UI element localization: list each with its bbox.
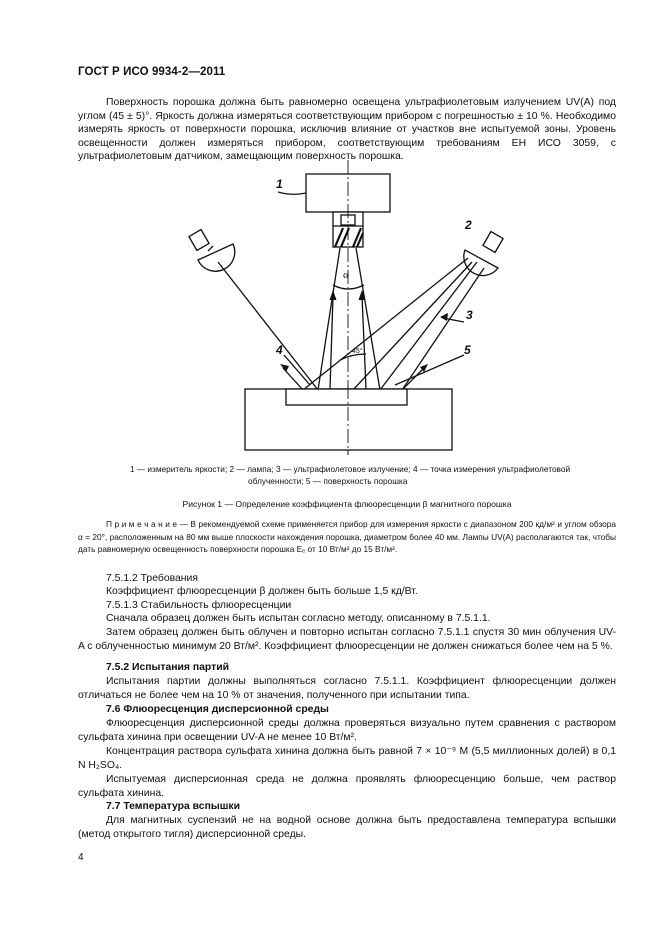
section-7-5-1-2-title: 7.5.1.2 Требования [106, 573, 198, 584]
document-header: ГОСТ Р ИСО 9934-2—2011 [78, 66, 226, 78]
figure-label-45deg: 45° [352, 348, 363, 355]
section-7-6-title: 7.6 Флюоресценция дисперсионной среды [106, 704, 329, 715]
figure-legend-line-1: 1 — измеритель яркости; 2 — лампа; 3 — ультрафиолетовое излучение; 4 — точка измерения ультрафиолетовой [129, 464, 571, 474]
figure-label-3: 3 [466, 308, 473, 322]
figure-label-4: 4 [276, 343, 283, 357]
section-7-6-text-1: Флюоресценция дисперсионной среды должна проверяться визуально путем сравнения с раствором сульфата хинина при освещении UV-A не менее 10 Вт/м². [78, 718, 616, 743]
powder-surface [286, 389, 407, 405]
section-7-7-text: Для магнитных суспензий не на водной основе должна быть предоставлена температура вспышки (метод открытого тигля) дисперсионной среды. [78, 815, 616, 840]
page-number: 4 [78, 852, 84, 863]
section-7-5-2-text: Испытания партии должны выполняться согласно 7.5.1.1. Коэффициент флюоресценции должен отличаться не более чем на 10 % от значения, полученного при испытании типа. [78, 676, 616, 701]
right-uv-lamp [464, 232, 503, 276]
figure-label-5: 5 [464, 343, 471, 357]
figure-label-alpha: α [343, 269, 349, 281]
intro-paragraph: Поверхность порошка должна быть равномерно освещена ультрафиолетовым излучением UV(A) под углом (45 ± 5)°. Яркость должна измеряться соответствующим прибором с погрешностью ± 10 %. Необходимо измерять яркость от поверхности порошка, исключив влияние от участков вне испытуемой зоны. Уровень освещенности должен измеряться прибором, соответствующим требованиям ЕН ИСО 3059, с ультрафиолетовым датчиком, замещающим поверхность порошка. [78, 97, 616, 163]
section-7-5-1-2-text: Коэффициент флюоресценции β должен быть больше 1,5 кд/Вт. [106, 586, 418, 597]
figure-label-2: 2 [465, 218, 472, 232]
section-7-5-1-3-text-1: Сначала образец должен быть испытан согласно методу, описанному в 7.5.1.1. [106, 613, 491, 624]
figure-note: П р и м е ч а н и е — В рекомендуемой схеме применяется прибор для измерения яркости с диапазоном 200 кд/м² и углом обзора α = 20°, расположенным на 80 мм выше плоскости нахождения порошка, диаметром более 40 мм. Лампы UV(A) располагаются так, чтобы дать равномерную освещенность поверхности порошка Eₑ от 10 Вт/м² до 15 Вт/м². [78, 519, 616, 555]
figure-label-1: 1 [276, 177, 283, 191]
figure-caption: Рисунок 1 — Определение коэффициента флюоресценции β магнитного порошка [182, 499, 512, 509]
figure-legend-line-2: облученности; 5 — поверхность порошка [248, 476, 408, 486]
section-7-6-text-3: Испытуемая дисперсионная среда не должна проявлять флюоресценцию больше, чем раствор сульфата хинина. [78, 774, 616, 799]
section-7-5-1-3-text-2: Затем образец должен быть облучен и повторно испытан согласно 7.5.1.1 спустя 30 мин облучения UV-A с облученностью минимум 20 Вт/м². Коэффициент флюоресценции не должен снижаться более чем на 5 %. [78, 627, 616, 652]
sample-block [245, 389, 452, 450]
section-7-7-title: 7.7 Температура вспышки [106, 801, 240, 812]
luminance-meter [306, 174, 390, 212]
meter-lens [333, 212, 363, 247]
left-uv-lamp [189, 230, 235, 272]
section-7-5-1-3-title: 7.5.1.3 Стабильность флюоресценции [106, 600, 292, 611]
section-7-6-text-2: Концентрация раствора сульфата хинина должна быть равной 7 × 10⁻⁹ М (5,5 миллионных долей) в 0,1 N H₂SO₄. [78, 746, 616, 771]
section-7-5-2-title: 7.5.2 Испытания партий [106, 662, 230, 673]
